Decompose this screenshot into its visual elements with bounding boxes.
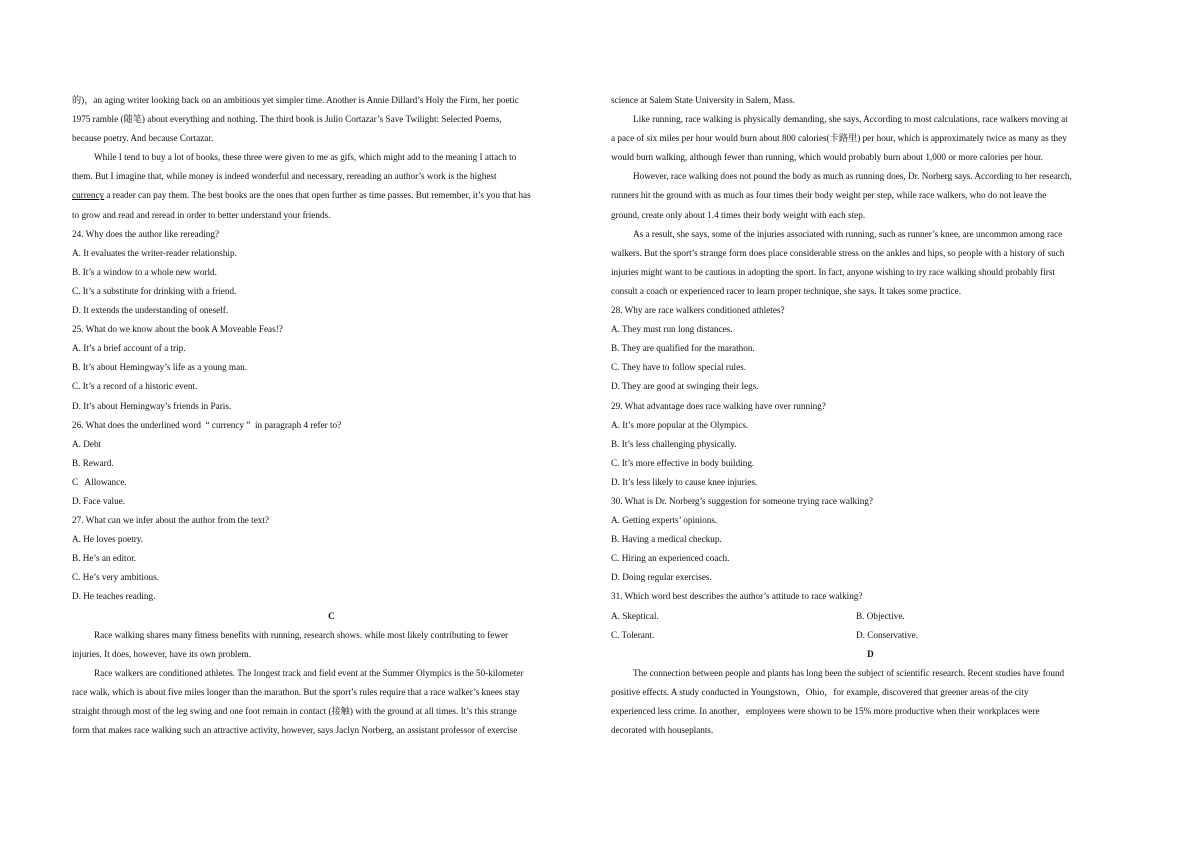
option-row — [611, 607, 1130, 626]
option: B. It’s less challenging physically. — [611, 438, 737, 449]
option-row — [611, 626, 1130, 645]
text-line: decorated with houseplants. — [611, 725, 714, 736]
option: D. He teaches reading. — [72, 591, 156, 602]
option: A. Skeptical. — [611, 610, 659, 621]
option: D. It’s less likely to cause knee injuries. — [611, 476, 758, 487]
option: C. He’s very ambitious. — [72, 572, 160, 583]
text-line: race walk, which is about five miles longer than the marathon. But the sport’s rules require that a race walker’s knees stay — [72, 686, 520, 697]
text-line: a pace of six miles per hour would burn about 800 calories(卡路里) per hour, which is approximately twice as many as they — [611, 133, 1067, 144]
text-line: experienced less crime. In another，employees were shown to be 15% more productive when their workplaces were — [611, 706, 1040, 716]
text-line: Like running, race walking is physically demanding, she says, According to most calculations, race walkers moving at — [633, 114, 1068, 125]
text-line: science at Salem State University in Salem, Mass. — [611, 95, 795, 105]
text-line: positive effects. A study conducted in Youngstown，Ohio，for example, discovered that greener areas of the city — [611, 686, 1029, 697]
text-line: Race walkers are conditioned athletes. The longest track and field event at the Summer Olympics is the 50-kilometer — [94, 667, 524, 678]
question-27: 27. What can we infer about the author from the text? — [72, 515, 270, 526]
option: B. Having a medical checkup. — [611, 534, 722, 545]
underlined-word: currency — [72, 190, 105, 201]
option: C. Tolerant. — [611, 629, 655, 640]
text-span: a reader can pay them. The best books are the ones that open further as time passes. But remember, it’s you that has — [104, 190, 531, 201]
option: C. They have to follow special rules. — [611, 362, 747, 373]
option: C. It’s more effective in body building. — [611, 457, 755, 468]
option: B. Objective. — [856, 610, 905, 621]
text-line: to grow and read and reread in order to better understand your friends. — [72, 209, 331, 220]
text-line: consult a coach or experienced racer to learn proper technique, she says. It takes some practice. — [611, 285, 961, 296]
option: C. It’s a record of a historic event. — [72, 381, 198, 392]
option: A. It evaluates the writer-reader relationship. — [72, 247, 237, 258]
text-line: Race walking shares many fitness benefits with running, research shows. while most likely contributing to fewer — [94, 629, 509, 640]
option: D. Doing regular exercises. — [611, 572, 712, 583]
option: B. It’s a window to a whole new world. — [72, 266, 217, 277]
text-line: As a result, she says, some of the injuries associated with running, such as runner’s knee, are uncommon among race — [633, 228, 1063, 239]
text-line: walkers. But the sport’s strange form does place considerable stress on the ankles and hips, so people with a history of such — [611, 247, 1065, 258]
option: C. Hiring an experienced coach. — [611, 553, 730, 564]
text-line: runners hit the ground with as much as four times their body weight per step, while race walkers, who do not leave the — [611, 190, 1047, 201]
option: A. It’s a brief account of a trip. — [72, 343, 186, 354]
question-29: 29. What advantage does race walking have over running? — [611, 400, 826, 411]
text-line: them. But I imagine that, while money is indeed wonderful and necessary, rereading an author’s work is the highest — [72, 171, 497, 182]
option: A. Debt — [72, 438, 102, 449]
text-line: form that makes race walking such an attractive activity, however, says Jaclyn Norberg, an assistant professor of exercise — [72, 725, 518, 736]
option: C Allowance. — [72, 476, 127, 487]
question-24: 24. Why does the author like rereading? — [72, 228, 220, 239]
option: A. Getting experts’ opinions. — [611, 515, 718, 526]
text-line: The connection between people and plants has long been the subject of scientific research. Recent studies have found — [633, 667, 1065, 678]
option: D. It’s about Hemingway’s friends in Paris. — [72, 400, 232, 411]
text-line: injuries. It does, however, have its own problem. — [72, 648, 252, 659]
text-line: While I tend to buy a lot of books, these three were given to me as gifs, which might add to the meaning I attach to — [94, 152, 517, 163]
option: A. It’s more popular at the Olympics. — [611, 419, 749, 430]
option: D. They are good at swinging their legs. — [611, 381, 759, 392]
text-line: 1975 ramble (随笔) about everything and nothing. The third book is Julio Cortazar’s Save Twilight: Selected Poems, — [72, 114, 502, 125]
question-26: 26. What does the underlined word “ currency ” in paragraph 4 refer to? — [72, 419, 342, 430]
option: D. It extends the understanding of oneself. — [72, 305, 229, 316]
option: B. Reward. — [72, 457, 114, 468]
text-line: ground, create only about 1.4 times their body weight with each step. — [611, 209, 866, 220]
question-25: 25. What do we know about the book A Moveable Feas!? — [72, 324, 283, 335]
text-line: because poetry. And because Cortazar. — [72, 133, 214, 144]
option: C. It’s a substitute for drinking with a friend. — [72, 285, 237, 296]
question-28: 28. Why are race walkers conditioned athletes? — [611, 305, 785, 316]
option: B. He’s an editor. — [72, 553, 137, 564]
text-line: would burn walking, although fewer than running, which would probably burn about 1,000 or more calories per hour. — [611, 152, 1043, 163]
section-heading-c: C — [328, 610, 335, 621]
text-line: However, race walking does not pound the body as much as running does, Dr. Norberg says. According to her research, — [633, 171, 1072, 182]
text-line: 的)，an aging writer looking back on an ambitious yet simpler time. Another is Annie Dillard’s Holy the Firm, her poetic — [72, 95, 519, 105]
left-column — [72, 91, 591, 740]
option: B. It’s about Hemingway’s life as a young man. — [72, 362, 248, 373]
option: D. Conservative. — [856, 629, 919, 640]
text-line: injuries might want to be cautious in adopting the sport. In fact, anyone wishing to try race walking should probably first — [611, 266, 1055, 277]
option: D. Face value. — [72, 495, 126, 506]
question-31: 31. Which word best describes the author’s attitude to race walking? — [611, 591, 863, 602]
section-heading-d: D — [867, 648, 874, 659]
right-column — [611, 91, 1130, 740]
text-line — [72, 186, 591, 205]
question-30: 30. What is Dr. Norberg’s suggestion for someone trying race walking? — [611, 495, 873, 506]
option: A. They must run long distances. — [611, 324, 733, 335]
option: B. They are qualified for the marathon. — [611, 343, 755, 354]
text-line: straight through most of the leg swing and one foot remain in contact (接触) with the ground at all times. It’s this strange — [72, 706, 517, 716]
option: A. He loves poetry. — [72, 534, 144, 545]
